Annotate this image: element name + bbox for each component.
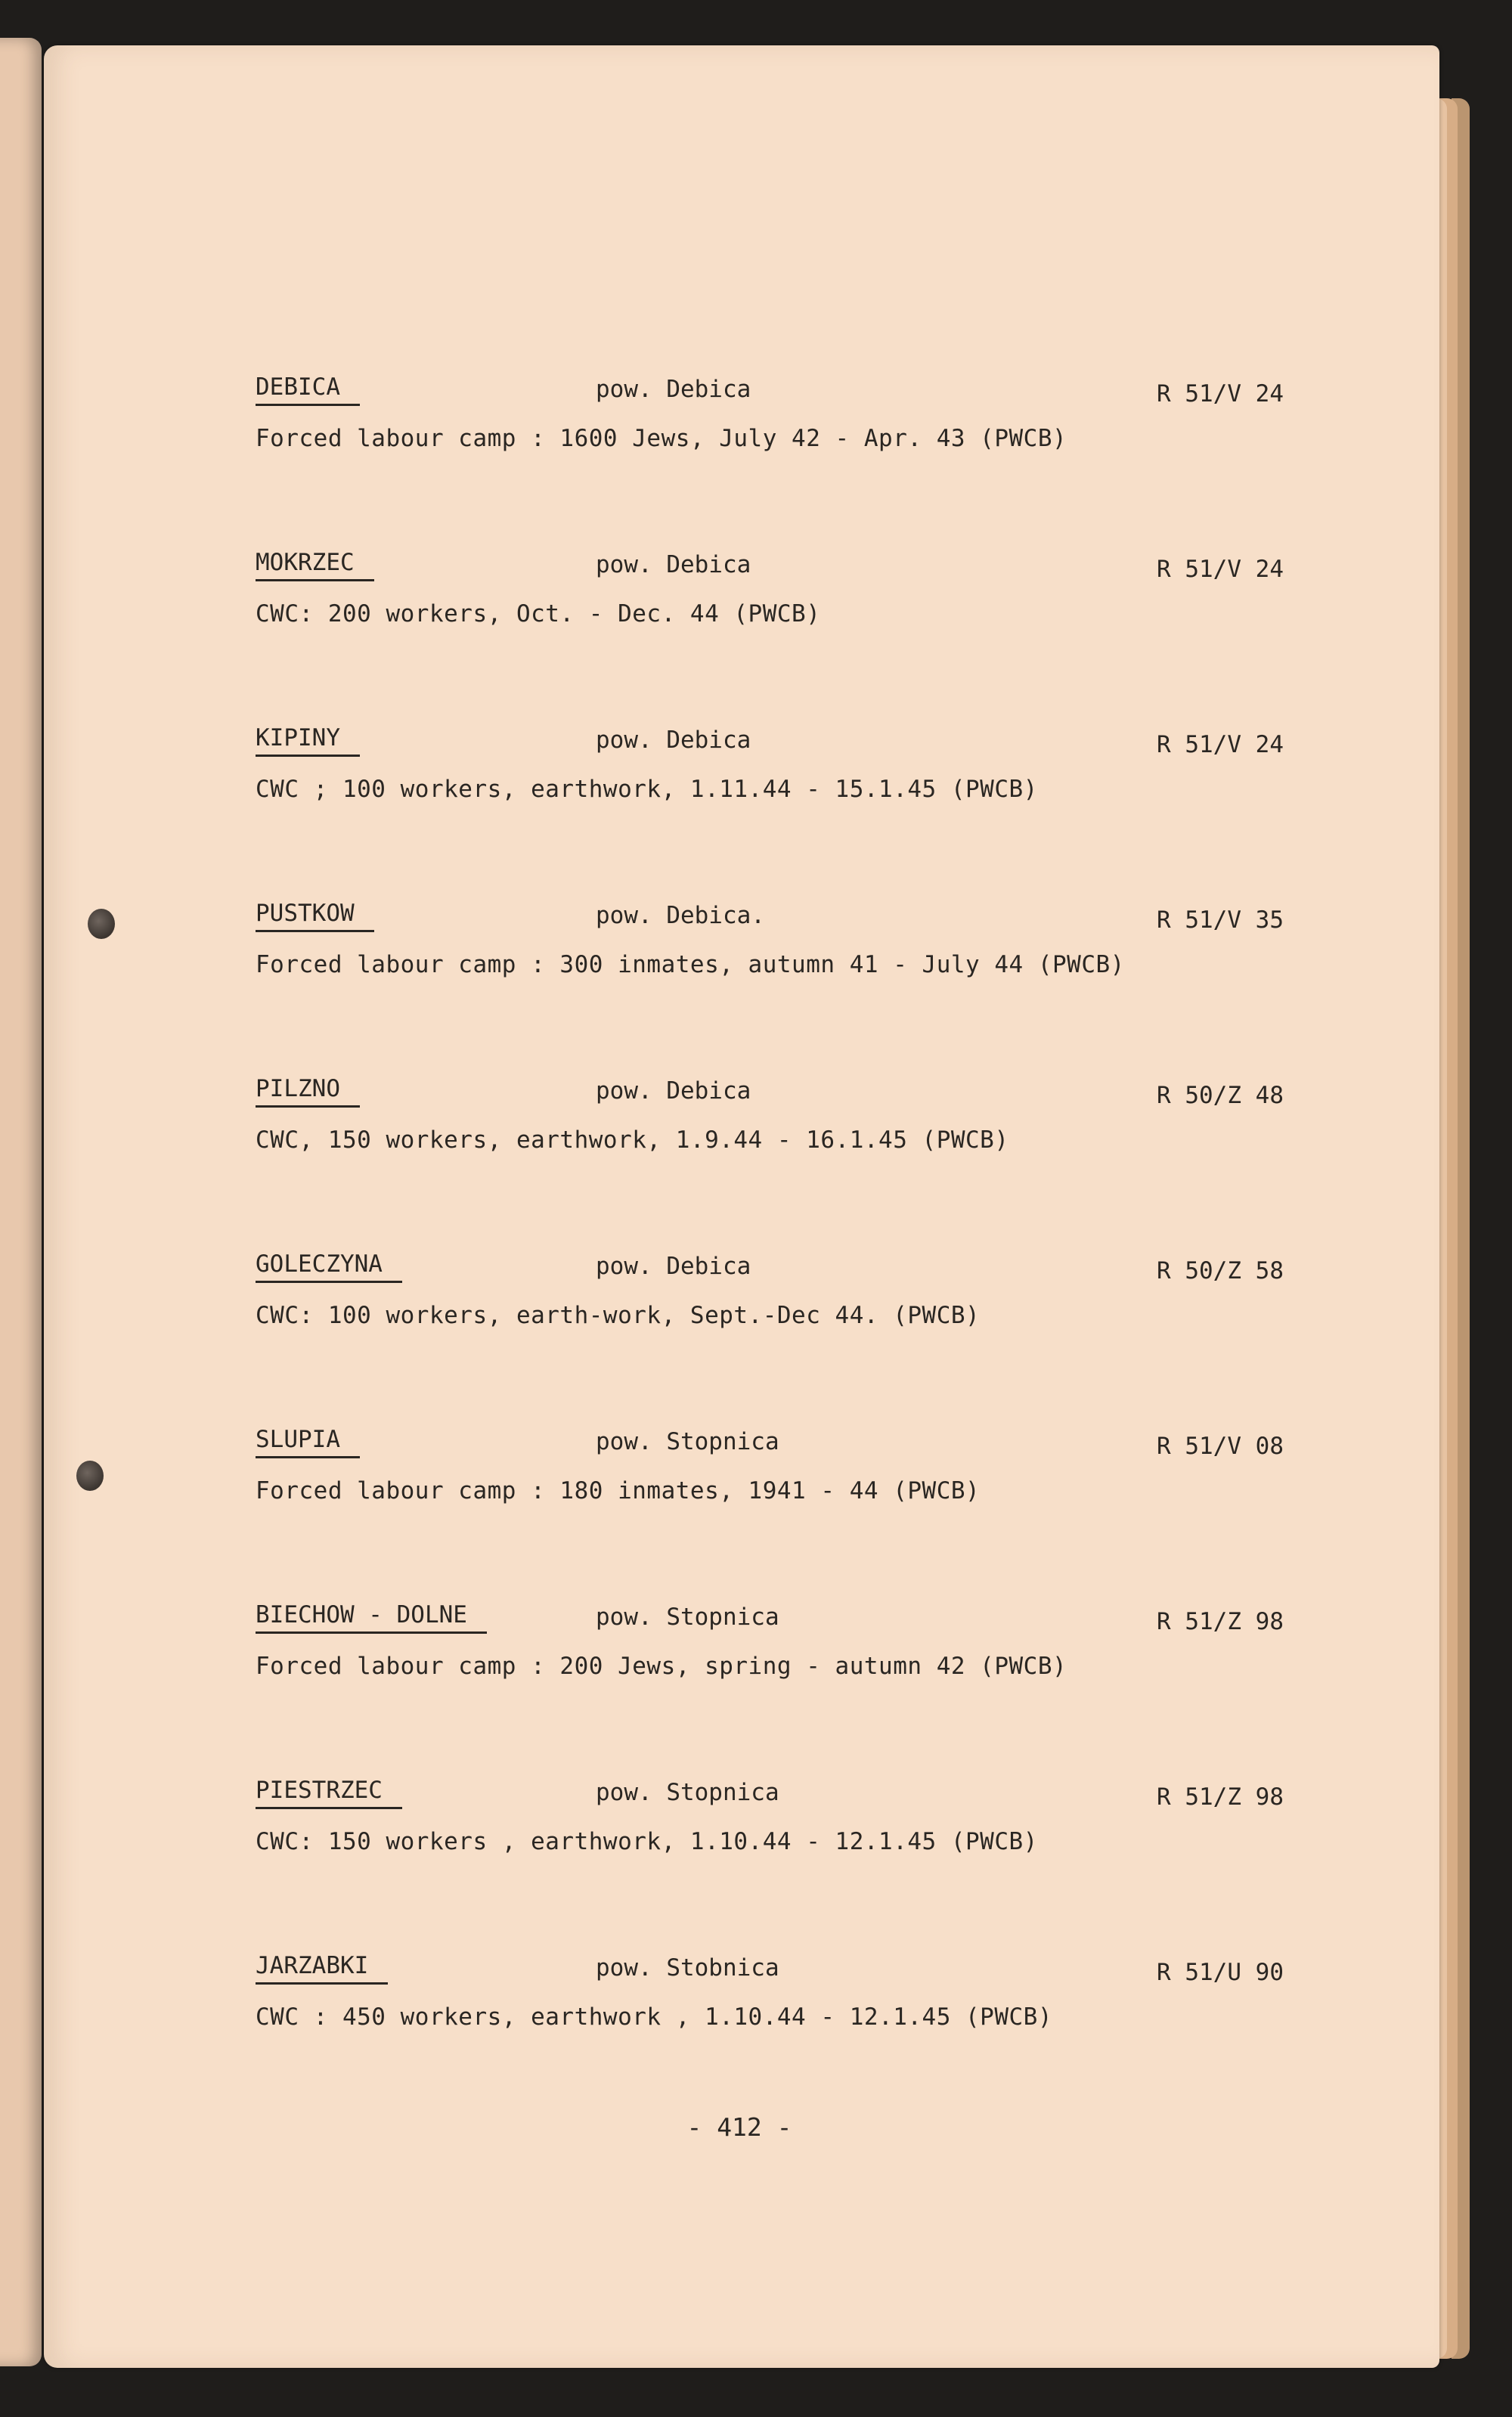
entry-header	[256, 546, 1284, 584]
camp-detail: CWC: 150 workers , earthwork, 1.10.44 - 12.1.45 (PWCB)	[256, 1828, 1038, 1855]
district-name: pow. Stopnica	[596, 1779, 779, 1806]
district-name: pow. Debica	[596, 1077, 751, 1105]
entry-header	[256, 370, 1284, 408]
camp-entry	[256, 1598, 1284, 1704]
entry-header	[256, 1774, 1284, 1811]
district-name: pow. Stopnica	[596, 1604, 779, 1631]
place-name: KIPINY	[256, 721, 360, 757]
camp-detail: Forced labour camp : 180 inmates, 1941 - 44 (PWCB)	[256, 1477, 981, 1504]
punch-hole	[88, 909, 115, 939]
entry-header	[256, 1423, 1284, 1461]
camp-detail: CWC ; 100 workers, earthwork, 1.11.44 - 15.1.45 (PWCB)	[256, 776, 1038, 803]
page-number: - 412 -	[686, 2112, 792, 2142]
place-name: BIECHOW - DOLNE	[256, 1598, 487, 1634]
camp-detail: Forced labour camp : 300 inmates, autumn 41 - July 44 (PWCB)	[256, 951, 1125, 978]
map-reference: R 51/U 90	[1157, 1959, 1284, 1986]
district-name: pow. Stopnica	[596, 1428, 779, 1455]
place-name: PILZNO	[256, 1072, 360, 1108]
camp-entry	[256, 721, 1284, 827]
camp-entry	[256, 1423, 1284, 1529]
camp-detail: Forced labour camp : 1600 Jews, July 42 - Apr. 43 (PWCB)	[256, 425, 1067, 452]
entry-header	[256, 1072, 1284, 1110]
district-name: pow. Stobnica	[596, 1954, 779, 1982]
left-page-edge	[0, 38, 42, 2366]
entry-header	[256, 1598, 1284, 1636]
map-reference: R 51/Z 98	[1157, 1783, 1284, 1811]
district-name: pow. Debica	[596, 727, 751, 754]
camp-detail: CWC: 200 workers, Oct. - Dec. 44 (PWCB)	[256, 600, 821, 627]
camp-detail: CWC : 450 workers, earthwork , 1.10.44 - 12.1.45 (PWCB)	[256, 2003, 1052, 2031]
district-name: pow. Debica	[596, 551, 751, 578]
camp-entry	[256, 546, 1284, 652]
place-name: MOKRZEC	[256, 546, 374, 581]
camp-entry	[256, 1247, 1284, 1353]
entry-header	[256, 1949, 1284, 1987]
camp-entry	[256, 1774, 1284, 1879]
district-name: pow. Debica	[596, 376, 751, 403]
place-name: JARZABKI	[256, 1949, 388, 1985]
district-name: pow. Debica.	[596, 902, 765, 929]
entry-header	[256, 721, 1284, 759]
place-name: PIESTRZEC	[256, 1774, 402, 1809]
district-name: pow. Debica	[596, 1253, 751, 1280]
punch-hole	[76, 1461, 104, 1491]
camp-detail: Forced labour camp : 200 Jews, spring - autumn 42 (PWCB)	[256, 1653, 1067, 1680]
camp-detail: CWC, 150 workers, earthwork, 1.9.44 - 16.1.45 (PWCB)	[256, 1126, 1009, 1154]
map-reference: R 51/V 24	[1157, 556, 1284, 583]
map-reference: R 50/Z 58	[1157, 1257, 1284, 1284]
map-reference: R 50/Z 48	[1157, 1082, 1284, 1109]
camp-entry	[256, 1949, 1284, 2055]
camp-entry	[256, 1072, 1284, 1178]
camp-detail: CWC: 100 workers, earth-work, Sept.-Dec 44. (PWCB)	[256, 1302, 981, 1329]
map-reference: R 51/Z 98	[1157, 1608, 1284, 1635]
entry-header	[256, 1247, 1284, 1285]
place-name: PUSTKOW	[256, 897, 374, 932]
map-reference: R 51/V 35	[1157, 906, 1284, 934]
camp-entry	[256, 897, 1284, 1002]
map-reference: R 51/V 24	[1157, 731, 1284, 758]
place-name: SLUPIA	[256, 1423, 360, 1458]
map-reference: R 51/V 24	[1157, 380, 1284, 407]
place-name: GOLECZYNA	[256, 1247, 402, 1283]
place-name: DEBICA	[256, 370, 360, 406]
map-reference: R 51/V 08	[1157, 1433, 1284, 1460]
document-page	[44, 45, 1439, 2368]
entry-header	[256, 897, 1284, 934]
camp-entry	[256, 370, 1284, 476]
